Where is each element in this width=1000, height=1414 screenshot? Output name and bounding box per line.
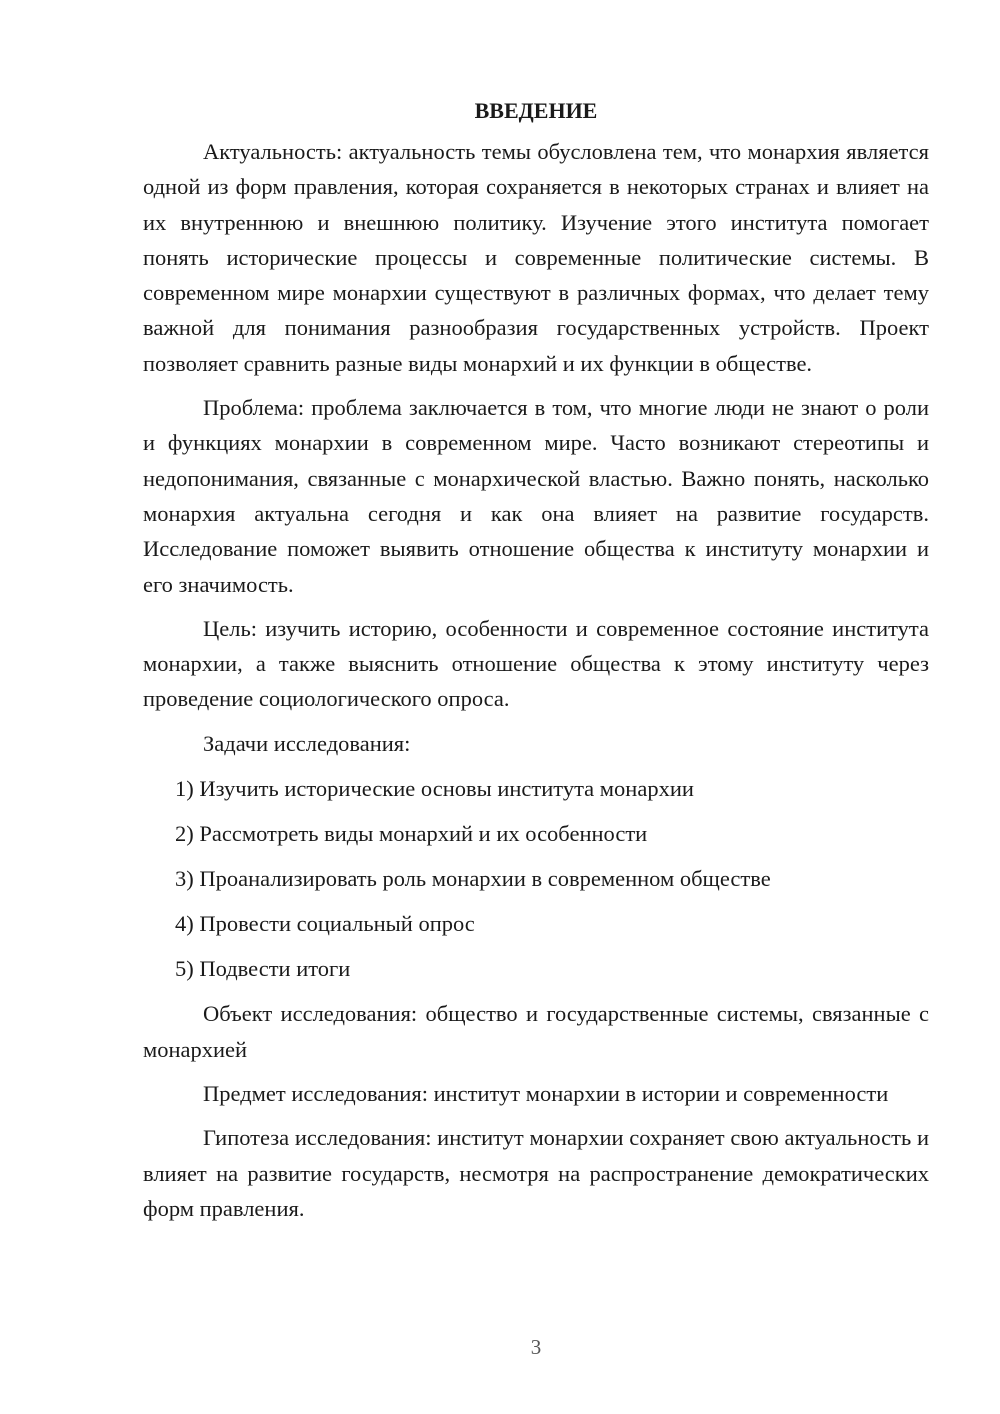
- task-item: 1) Изучить исторические основы института монархии: [175, 775, 694, 801]
- task-item: 3) Проанализировать роль монархии в современном обществе: [175, 866, 771, 892]
- task-item: 2) Рассмотреть виды монархий и их особенности: [175, 820, 648, 846]
- task-item: 4) Провести социальный опрос: [175, 911, 475, 937]
- problem-paragraph: Проблема: проблема заключается в том, что многие люди не знают о роли и функциях монархии в современном мире. Часто возникают стереотипы и недопонимания, связанные с монархической властью. Важно понять, насколько монархия актуальна сегодня и как она влияет на развитие государств. Исследование поможет выявить отношение общества к институту монархии и его значимость.: [143, 395, 929, 597]
- page-number: 3: [530, 1335, 542, 1359]
- section-heading: ВВЕДЕНИЕ: [474, 98, 598, 123]
- task-item: 5) Подвести итоги: [175, 956, 351, 982]
- page-content: [143, 93, 929, 1235]
- subject-paragraph: Предмет исследования: институт монархии в истории и современности: [203, 1080, 889, 1106]
- relevance-paragraph: Актуальность: актуальность темы обусловлена тем, что монархия является одной из форм правления, которая сохраняется в некоторых странах и влияет на их внутреннюю и внешнюю политику. Изучение этого института помогает понять исторические процессы и современные политические системы. В современном мире монархии существуют в различных формах, что делает тему важной для понимания разнообразия государственных устройств. Проект позволяет сравнить разные виды монархий и их функции в обществе.: [143, 139, 929, 376]
- goal-paragraph: Цель: изучить историю, особенности и современное состояние института монархии, а также выяснить отношение общества к этому институту через проведение социологического опроса.: [143, 615, 929, 712]
- tasks-intro: Задачи исследования:: [203, 730, 411, 756]
- tasks-list: [143, 771, 929, 987]
- object-paragraph: Объект исследования: общество и государственные системы, связанные с монархией: [143, 1001, 929, 1062]
- hypothesis-paragraph: Гипотеза исследования: институт монархии сохраняет свою актуальность и влияет на развитие государств, несмотря на распространение демократических форм правления.: [143, 1125, 929, 1221]
